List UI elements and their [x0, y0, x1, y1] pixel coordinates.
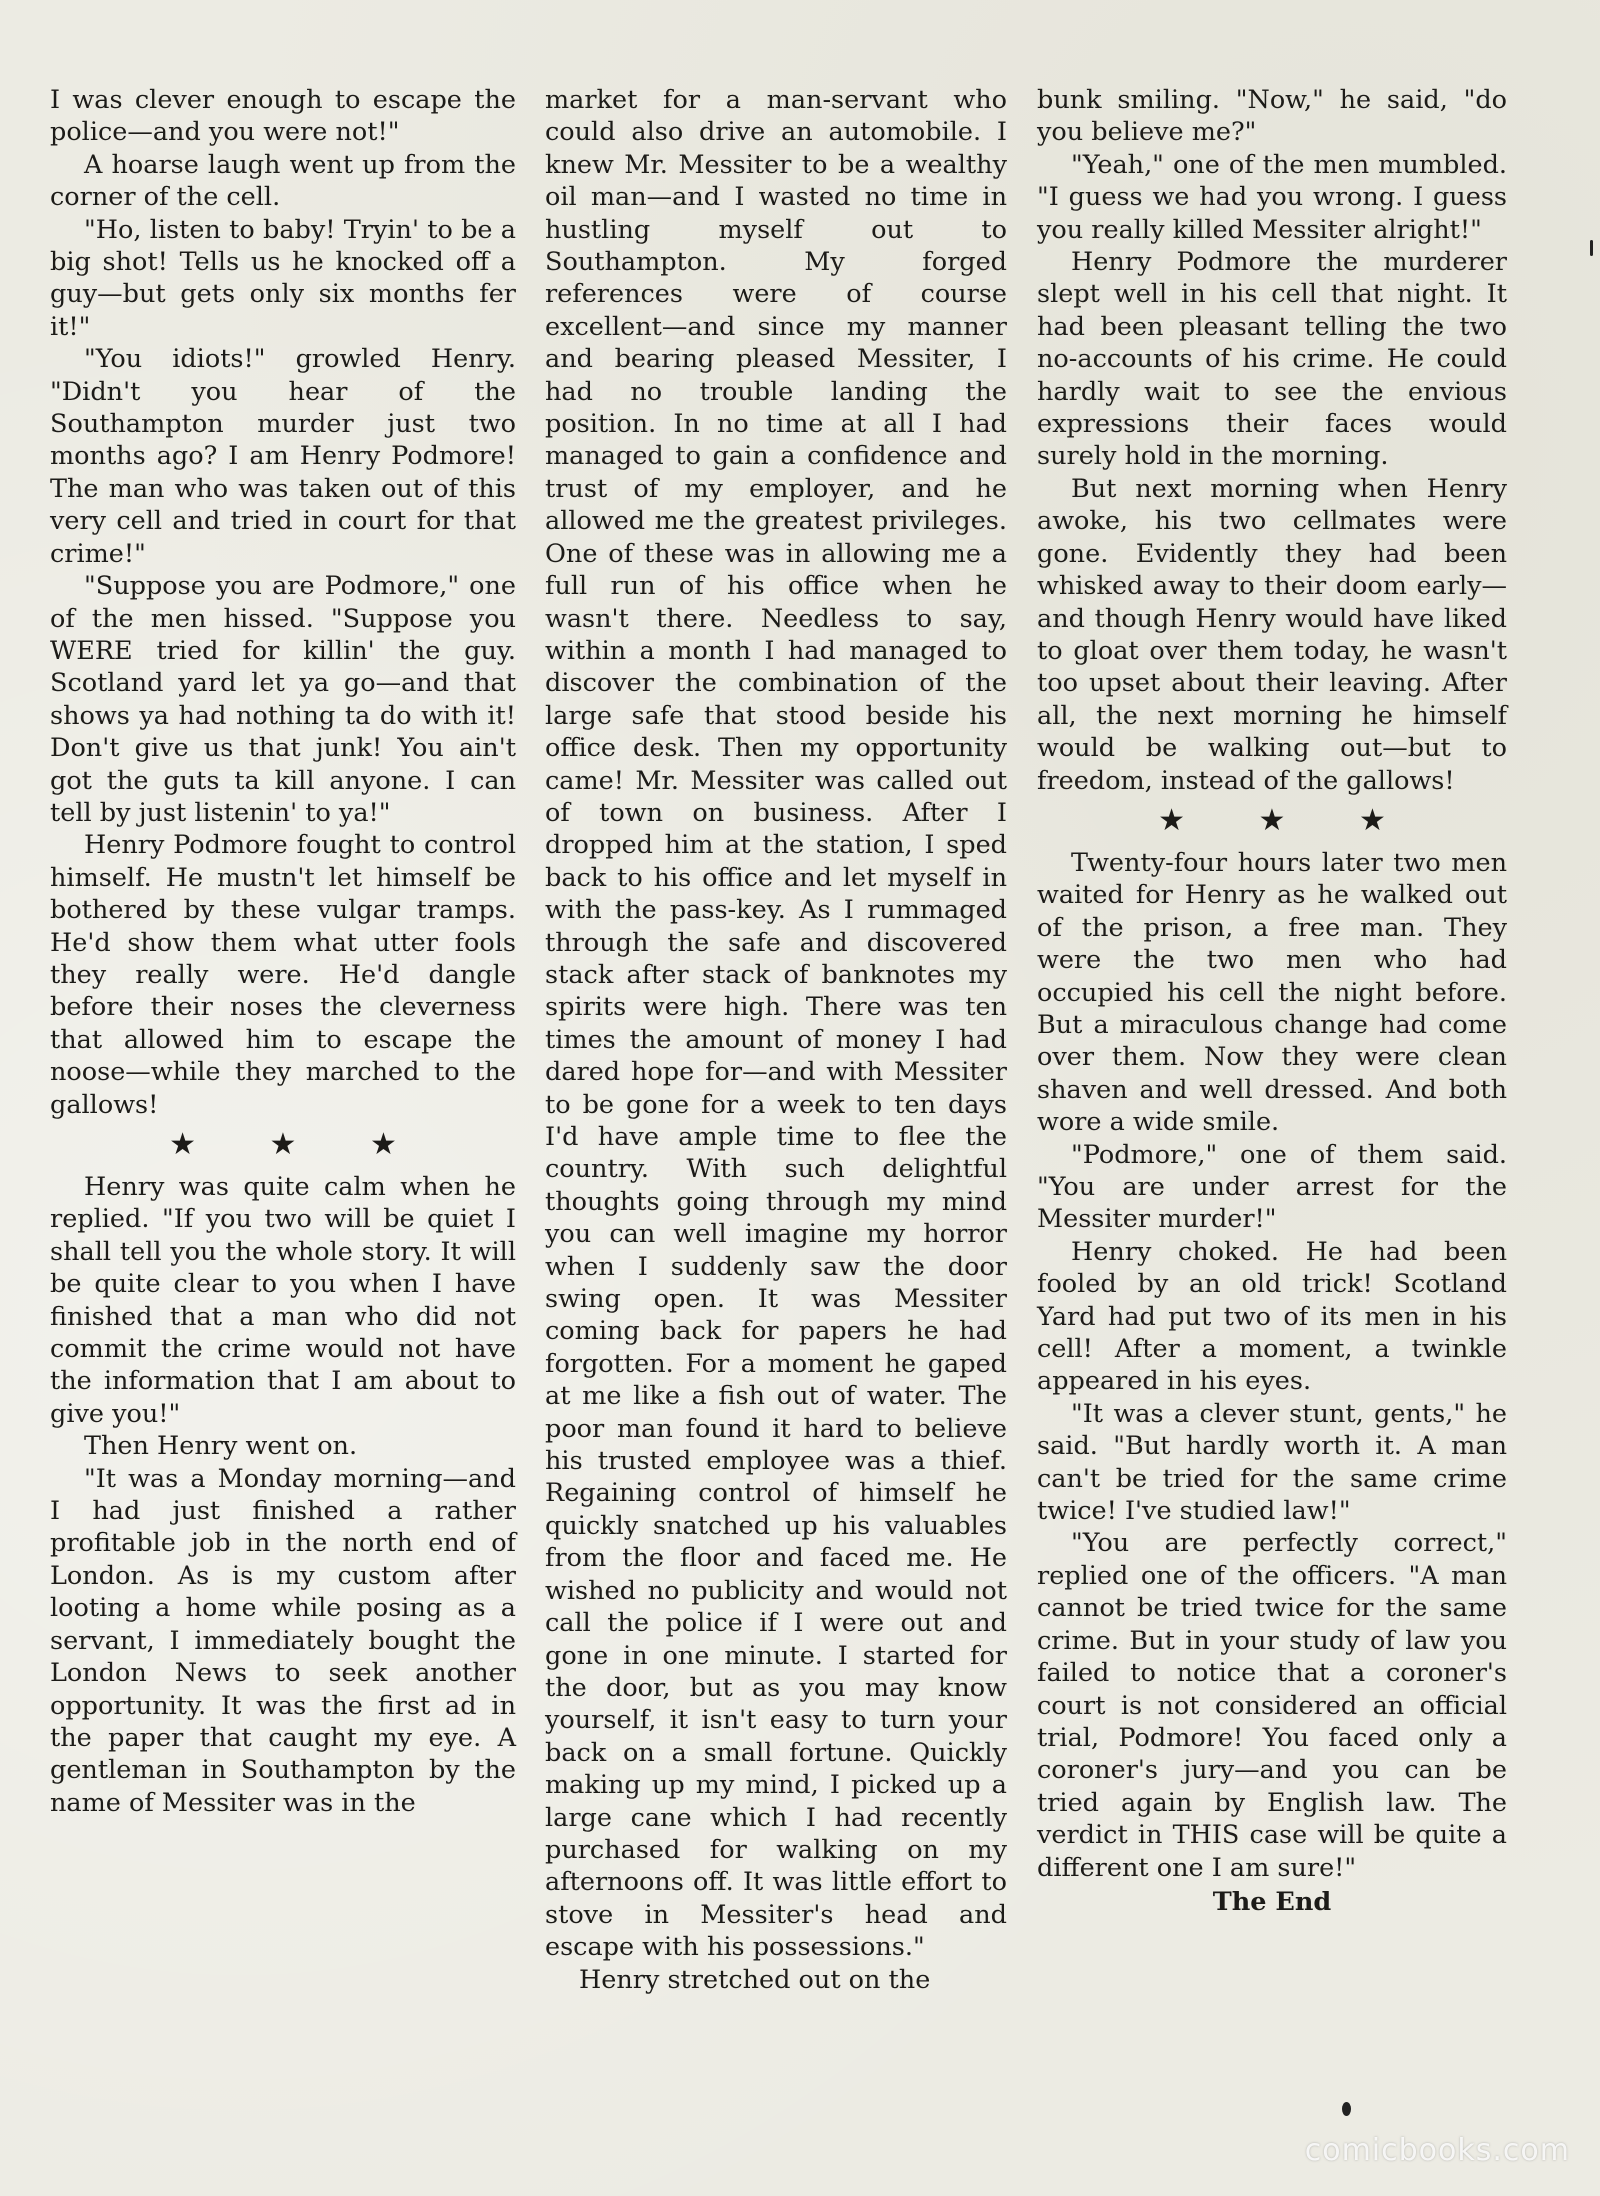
text-column-2 [545, 84, 1007, 1996]
paragraph: "It was a Monday morning—and I had just finished a rather profitable job in the north end of London. As is my custom after looting a home while posing as a servant, I immediately bought the London News to seek another opportunity. It was the first ad in the paper that caught my eye. A gentleman in Southampton by the name of Messiter was in the [50, 1463, 516, 1818]
paragraph: "Podmore," one of them said. "You are under arrest for the Messiter murder!" [1037, 1139, 1507, 1235]
print-speck [1342, 2102, 1351, 2116]
paragraph: "You idiots!" growled Henry. "Didn't you hear of the Southampton murder just two months ago? I am Henry Podmore! The man who was taken out of this very cell and tried in court for that crime!" [50, 344, 516, 569]
paragraph: Henry Podmore the murderer slept well in his cell that night. It had been pleasant telling the two no-accounts of his crime. He could hardly wait to see the envious expressions their faces would surely hold in the morning. [1037, 247, 1507, 472]
section-break-stars: ★ ★ ★ [169, 1127, 429, 1162]
paragraph: "Ho, listen to baby! Tryin' to be a big shot! Tells us he knocked off a guy—but gets only six months fer it!" [50, 214, 516, 342]
site-watermark: comicbooks.com [1304, 2133, 1570, 2168]
paragraph: Henry stretched out on the [579, 1964, 931, 1995]
paragraph: But next morning when Henry awoke, his two cellmates were gone. Evidently they had been whisked away to their doom early—and though Henry would have liked to gloat over them today, he wasn't too upset about their leaving. After all, the next morning he himself would be walking out—but to freedom, instead of the gallows! [1037, 473, 1507, 796]
paragraph: Henry was quite calm when he replied. "If you two will be quiet I shall tell you the whole story. It will be quite clear to you when I have finished that a man who did not commit the crime would not have the information that I am about to give you!" [50, 1172, 516, 1429]
paragraph: "Suppose you are Podmore," one of the men hissed. "Suppose you WERE tried for killin' the guy. Scotland yard let ya go—and that shows ya had nothing ta do with it! Don't give us that junk! You ain't got the guts ta kill anyone. I can tell by just listenin' to ya!" [50, 571, 516, 828]
text-column-1 [50, 84, 516, 1819]
print-speck [1590, 240, 1593, 256]
paragraph: Twenty-four hours later two men waited for Henry as he walked out of the prison, a free man. They were the two men who had occupied his cell the night before. But a miraculous change had come over them. Now they were clean shaven and well dressed. And both wore a wide smile. [1037, 847, 1507, 1138]
section-break-stars: ★ ★ ★ [1158, 802, 1418, 838]
paragraph: "It was a clever stunt, gents," he said. "But hardly worth it. A man can't be tried for the same crime twice! I've studied law!" [1037, 1398, 1507, 1527]
paragraph: Then Henry went on. [84, 1431, 358, 1462]
paragraph: "You are perfectly correct," replied one of the officers. "A man cannot be tried twice for the same crime. But in your study of law you failed to notice that a coroner's court is not considered an official trial, Podmore! You faced only a coroner's jury—and you can be tried again by English law. The verdict in THIS case will be quite a different one I am sure!" [1037, 1528, 1507, 1883]
story-ending: The End [1212, 1886, 1332, 1917]
paragraph: Henry choked. He had been fooled by an old trick! Scotland Yard had put two of its men in his cell! After a moment, a twinkle appeared in his eyes. [1037, 1236, 1507, 1397]
paragraph: bunk smiling. "Now," he said, "do you believe me?" [1037, 85, 1507, 148]
text-column-3 [1037, 84, 1507, 1918]
paragraph: Henry Podmore fought to control himself. He mustn't let himself be bothered by these vulgar tramps. He'd show them what utter fools they really were. He'd dangle before their noses the cleverness that allowed him to escape the noose—while they marched to the gallows! [50, 830, 516, 1120]
paragraph: I was clever enough to escape the police—and you were not!" [50, 85, 516, 148]
paragraph: market for a man-servant who could also drive an automobile. I knew Mr. Messiter to be a wealthy oil man—and I wasted no time in hustling myself out to Southampton. My forged references were of course excellent—and since my manner and bearing pleased Messiter, I had no trouble landing the position. In no time at all I had managed to gain a confidence and trust of my employer, and he allowed me the greatest privileges. One of these was in allowing me a full run of his office when he wasn't there. Needless to say, within a month I had managed to discover the combination of the large safe that stood beside his office desk. Then my opportunity came! Mr. Messiter was called out of town on business. After I dropped him at the station, I sped back to his office and let myself in with the pass-key. As I rummaged through the safe and discovered stack after stack of banknotes my spirits were high. There was ten times the amount of money I had dared hope for—and with Messiter to be gone for a week to ten days I'd have ample time to flee the country. With such delightful thoughts going through my mind you can well imagine my horror when I suddenly saw the door swing open. It was Messiter coming back for papers he had forgotten. For a moment he gaped at me like a fish out of water. The poor man found it hard to believe his trusted employee was a thief. Regaining control of himself he quickly snatched up his valuables from the floor and faced me. He wished no publicity and would not call the police if I were out and gone in one minute. I started for the door, but as you may know yourself, it isn't easy to turn your back on a small fortune. Quickly making up my mind, I picked up a large cane which I had recently purchased for walking on my afternoons off. It was little effort to stove in Messiter's head and escape with his possessions." [545, 85, 1007, 1963]
paragraph: "Yeah," one of the men mumbled. "I guess we had you wrong. I guess you really killed Messiter alright!" [1037, 149, 1507, 245]
paragraph: A hoarse laugh went up from the corner of the cell. [50, 149, 516, 213]
